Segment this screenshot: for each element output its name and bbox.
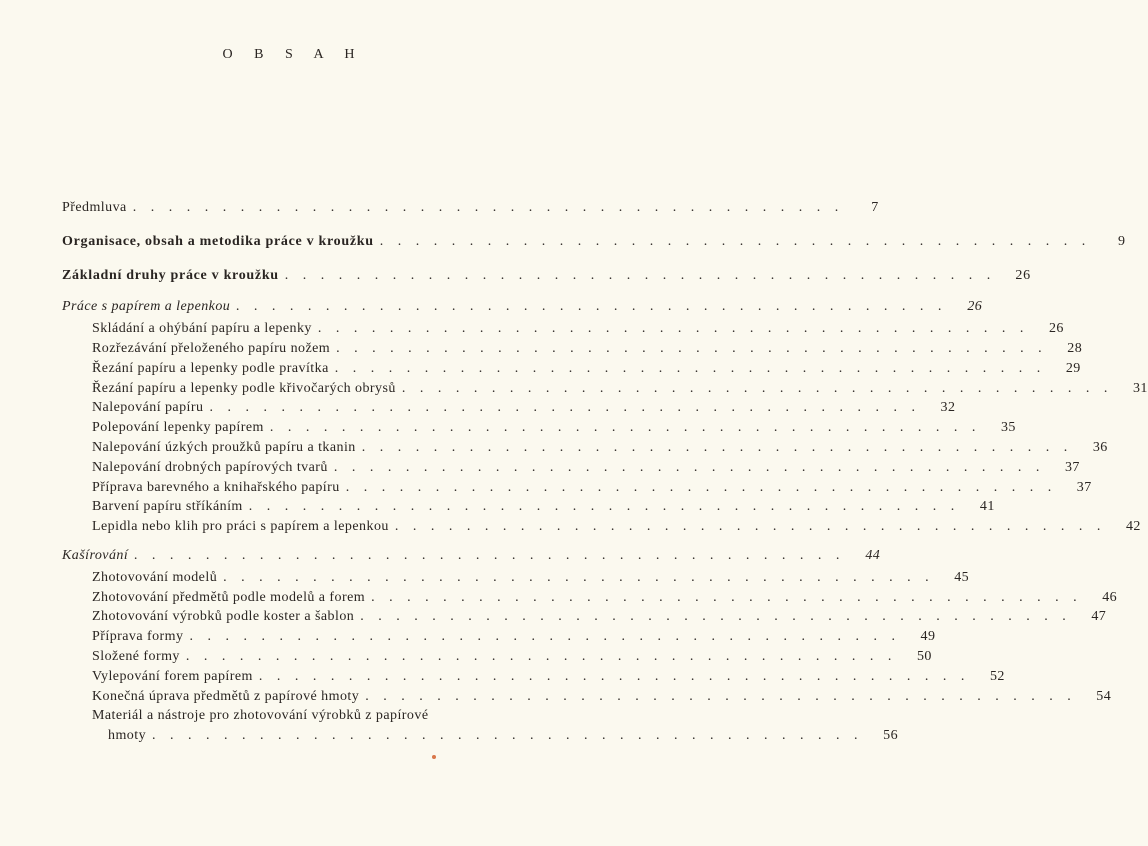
toc-entry-title: Organisace, obsah a metodika práce v kroužku [62,233,374,249]
toc-entry-page: 42 [1125,519,1141,535]
toc-entry-title: Polepování lepenky papírem [92,420,264,436]
toc-entry-page: 26 [1048,321,1064,337]
toc-entry-page: 9 [1118,233,1126,249]
toc-entry-page: 37 [1064,459,1080,475]
toc-entry-page: 31 [1132,380,1148,396]
toc-entry [62,299,983,319]
toc-entry-page: 35 [1000,420,1016,436]
dot-leader: ........................................ [345,479,1066,495]
dot-leader: ........................................ [223,569,944,585]
toc-entry [62,499,995,519]
page-title: O B S A H [222,47,364,62]
toc-entry [62,648,932,669]
toc-entry [62,519,1141,539]
dot-leader: ........................................ [333,459,1054,475]
toc-entry [62,340,1083,361]
dot-leader: ........................................ [189,629,910,645]
dot-leader: ........................................ [394,519,1115,535]
dot-leader: ........................................ [134,547,855,563]
toc-entry [62,668,1005,689]
toc-entry-page: 50 [916,648,932,664]
toc-entry [62,400,956,420]
toc-entry [62,360,1081,381]
toc-entry-page: 26 [1015,267,1031,283]
toc-entry-page: 46 [1102,589,1118,605]
toc-entry-title: Kašírování [62,547,129,563]
dot-leader: ........................................ [401,380,1122,396]
dot-leader: ........................................ [185,648,906,664]
toc-entry-title: Řezání papíru a lepenky podle pravítka [92,360,329,376]
toc-entry-title: Nalepování drobných papírových tvarů [92,459,328,475]
toc-entry-title: Konečná úprava předmětů z papírové hmoty [92,688,360,704]
dot-leader: ........................................ [152,728,873,744]
toc-entry-page: 26 [967,299,983,315]
toc-entry [62,200,879,220]
toc-entry-title: Nalepování papíru [92,400,204,416]
toc-entry-title: Zhotovování modelů [92,569,218,585]
toc-entry [62,589,1118,610]
toc-entry [62,629,936,649]
toc-entry [62,233,1126,254]
toc-entry [62,420,1016,440]
dot-leader: ........................................ [371,589,1092,605]
dot-leader: ........................................ [365,688,1086,704]
toc-entry-page: 56 [883,728,899,744]
ink-spot [432,755,436,759]
dot-leader: ........................................ [317,321,1038,337]
dot-leader: ........................................ [248,499,969,515]
toc-entry [62,380,1148,401]
dot-leader: ........................................ [334,360,1055,376]
toc-entry [62,267,1031,288]
toc-entry-title: Příprava barevného a knihařského papíru [92,479,340,495]
toc-entry-page: 54 [1096,688,1112,704]
toc-entry-title: Rozřezávání přeloženého papíru nožem [92,340,331,356]
toc-entry-page: 37 [1076,479,1092,495]
toc-entry-title: Barvení papíru stříkáním [92,499,243,515]
toc-entry-page: 49 [920,629,936,645]
toc-entry-title: Práce s papírem a lepenkou [62,299,231,315]
toc-entry-page: 7 [871,200,879,215]
toc-entry-title: hmoty [108,728,147,744]
toc-entry [62,321,1064,341]
toc-entry-page: 44 [865,547,881,563]
dot-leader: ........................................ [269,420,990,436]
toc-entry-page: 36 [1092,439,1108,455]
toc-entry-title: Skládání a ohýbání papíru a lepenky [92,321,312,337]
toc-entry [62,569,970,590]
dot-leader: ........................................ [132,200,853,215]
dot-leader: ........................................ [361,439,1082,455]
toc-entry-page: 45 [954,569,970,585]
toc-entry-page: 29 [1065,360,1081,376]
toc-entry-page: 28 [1067,340,1083,356]
dot-leader: ........................................ [379,233,1100,249]
toc-entry-title: Nalepování úzkých proužků papíru a tkanin [92,439,356,455]
toc-entry [62,688,1112,709]
toc-entry [62,439,1108,460]
toc-entry [62,728,899,748]
toc-entry-title: Základní druhy práce v kroužku [62,267,279,283]
toc-entry [62,708,528,728]
dot-leader: ........................................ [360,609,1081,625]
toc-entry-title: Vylepování forem papírem [92,668,253,684]
dot-leader: ........................................ [336,340,1057,356]
dot-leader: ........................................ [209,400,930,416]
toc-entry [62,479,1092,500]
toc-entry-title: Předmluva [62,200,127,215]
toc-entry-page: 32 [940,400,956,416]
dot-leader: ........................................ [236,299,957,315]
toc-entry-title: Příprava formy [92,629,184,645]
toc-entry-title: Zhotovování předmětů podle modelů a forem [92,589,366,605]
toc-entry-page: 47 [1091,609,1107,625]
toc-entry-title: Složené formy [92,648,180,664]
table-of-contents [62,200,1148,748]
toc-entry-title: Řezání papíru a lepenky podle křivočarých obrysů [92,380,396,396]
toc-entry [62,609,1107,629]
toc-entry [62,459,1080,480]
dot-leader: ........................................ [258,668,979,684]
toc-entry [62,547,881,568]
toc-entry-page: 52 [989,668,1005,684]
toc-entry-title: Lepidla nebo klih pro práci s papírem a lepenkou [92,519,389,535]
toc-entry-title: Materiál a nástroje pro zhotovování výrobků z papírové [92,708,429,724]
toc-entry-page: 41 [979,499,995,515]
toc-entry-title: Zhotovování výrobků podle koster a šablon [92,609,355,625]
dot-leader: ........................................ [284,267,1005,283]
